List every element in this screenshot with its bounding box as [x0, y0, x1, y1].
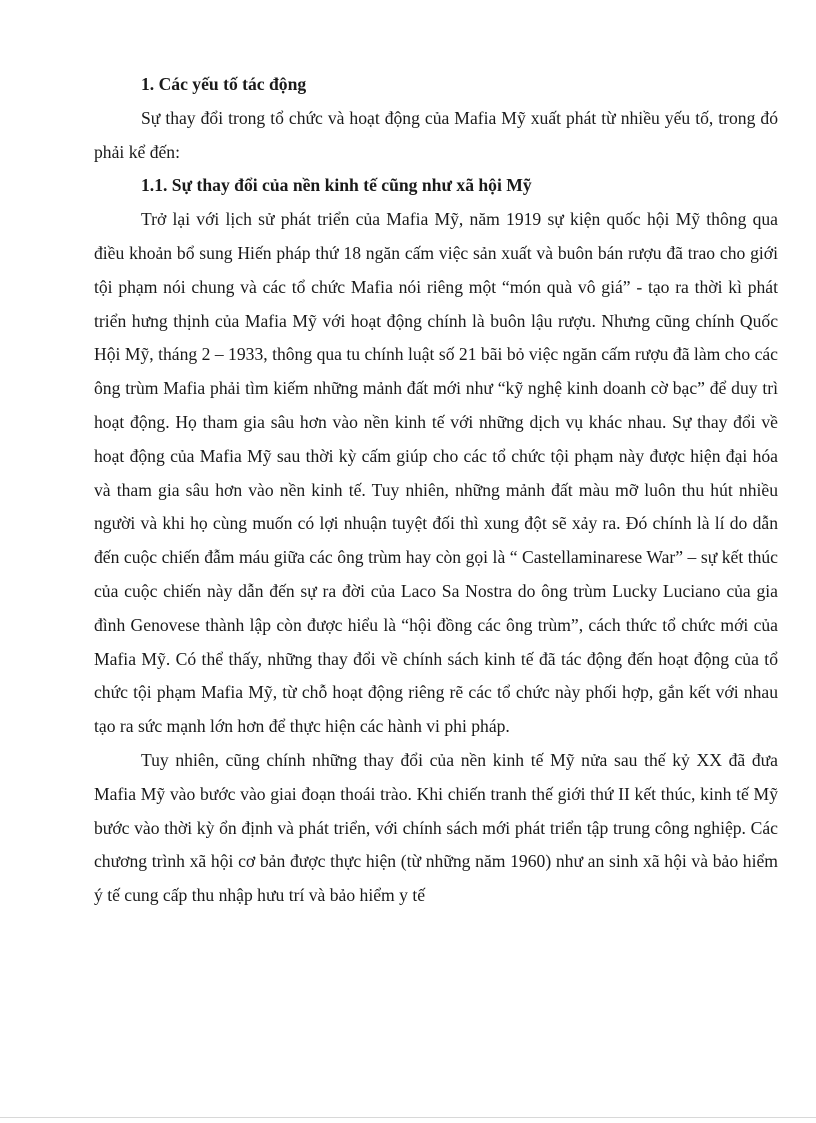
- document-body: [94, 68, 778, 913]
- body-paragraph-1: Trở lại với lịch sử phát triển của Mafia Mỹ, năm 1919 sự kiện quốc hội Mỹ thông qua điều khoản bổ sung Hiến pháp thứ 18 ngăn cấm việc sản xuất và buôn bán rượu đã trao cho giới tội phạm nói chung và các tổ chức Mafia nói riêng một “món quà vô giá” - tạo ra thời kì phát triển hưng thịnh của Mafia Mỹ với hoạt động chính là buôn lậu rượu. Nhưng cũng chính Quốc Hội Mỹ, tháng 2 – 1933, thông qua tu chính luật số 21 bãi bỏ việc ngăn cấm rượu đã làm cho các ông trùm Mafia phải tìm kiếm những mảnh đất mới như “kỹ nghệ kinh doanh cờ bạc” để duy trì hoạt động. Họ tham gia sâu hơn vào nền kinh tế với những dịch vụ khác nhau. Sự thay đổi về hoạt động của Mafia Mỹ sau thời kỳ cấm giúp cho các tổ chức tội phạm này được hiện đại hóa và tham gia sâu hơn vào nền kinh tế. Tuy nhiên, những mảnh đất màu mỡ luôn thu hút nhiều người và khi họ cùng muốn có lợi nhuận tuyệt đối thì xung đột sẽ xảy ra. Đó chính là lí do dẫn đến cuộc chiến đẫm máu giữa các ông trùm hay còn gọi là “ Castellaminarese War” – sự kết thúc của cuộc chiến này dẫn đến sự ra đời của Laco Sa Nostra do ông trùm Lucky Luciano của gia đình Genovese thành lập còn được hiểu là “hội đồng các ông trùm”, cách thức tổ chức mới của Mafia Mỹ. Có thể thấy, những thay đổi về chính sách kinh tế đã tác động đến hoạt động của tổ chức tội phạm Mafia Mỹ, từ chỗ hoạt động riêng rẽ các tổ chức này phối hợp, gắn kết với nhau tạo ra sức mạnh lớn hơn để thực hiện các hành vi phi pháp.: [94, 209, 778, 737]
- body-paragraph-2: Tuy nhiên, cũng chính những thay đổi của nền kinh tế Mỹ nửa sau thế kỷ XX đã đưa Mafia Mỹ vào bước vào giai đoạn thoái trào. Khi chiến tranh thế giới thứ II kết thúc, kinh tế Mỹ bước vào thời kỳ ổn định và phát triển, với chính sách mới phát triển tập trung công nghiệp. Các chương trình xã hội cơ bản được thực hiện (từ những năm 1960) như an sinh xã hội và bảo hiểm ý tế cung cấp thu nhập hưu trí và bảo hiểm y tế: [94, 749, 778, 906]
- subsection-heading: 1.1. Sự thay đổi của nền kinh tế cũng như xã hội Mỹ: [141, 175, 532, 196]
- intro-paragraph: Sự thay đổi trong tổ chức và hoạt động của Mafia Mỹ xuất phát từ nhiều yếu tố, trong đó phải kể đến:: [94, 107, 778, 162]
- section-heading: 1. Các yếu tố tác động: [141, 74, 307, 94]
- page-bottom-divider: [0, 1117, 816, 1118]
